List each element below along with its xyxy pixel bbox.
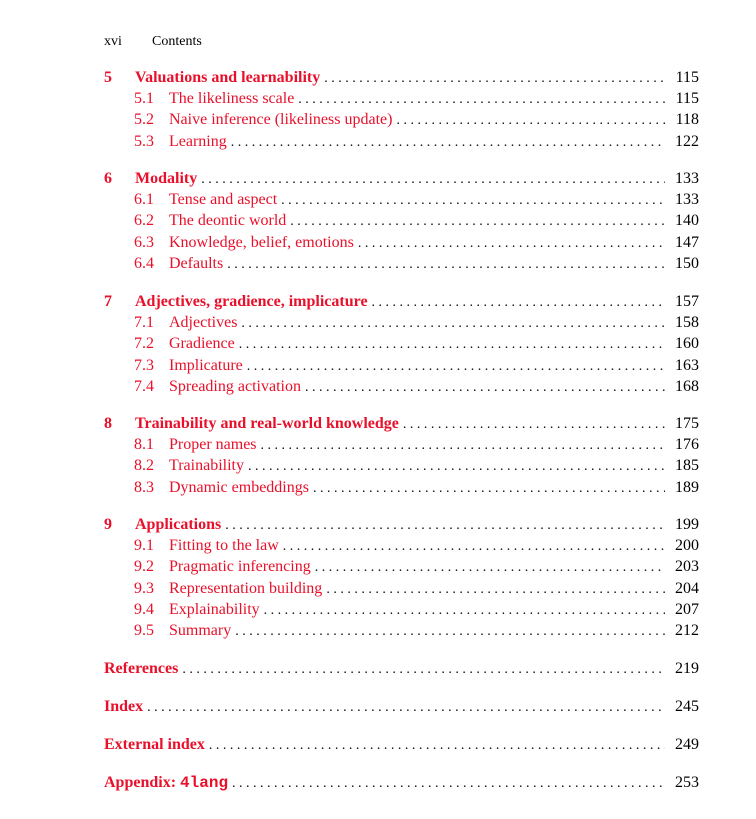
dot-leader	[315, 557, 665, 578]
entry-page-number: 200	[675, 537, 699, 555]
toc-section-entry[interactable]	[104, 556, 699, 577]
entry-number: 8.2	[134, 457, 154, 475]
entry-number: 8.3	[134, 478, 154, 496]
entry-title[interactable]: Trainability	[169, 457, 244, 475]
dot-leader	[358, 233, 665, 254]
entry-page-number: 175	[675, 415, 699, 432]
dot-leader	[264, 600, 665, 621]
entry-title[interactable]: The likeliness scale	[169, 90, 295, 108]
header-page-number: xvi	[104, 34, 122, 49]
entry-number: 9.5	[134, 622, 154, 639]
dot-leader	[182, 659, 665, 680]
entry-title[interactable]: Gradience	[169, 335, 235, 353]
entry-title[interactable]: Summary	[169, 622, 232, 639]
toc-section-entry[interactable]	[104, 253, 699, 274]
entry-number: 9.2	[134, 558, 154, 576]
running-header	[104, 34, 202, 50]
entry-number: 5.1	[134, 90, 154, 108]
dot-leader	[313, 478, 665, 499]
toc-section-entry[interactable]	[104, 455, 699, 476]
dot-leader	[225, 515, 665, 536]
entry-number: 7	[104, 293, 112, 310]
entry-number: 5.2	[134, 111, 154, 129]
toc-section-entry[interactable]	[104, 210, 699, 231]
entry-title[interactable]: The deontic world	[169, 212, 287, 230]
entry-number: 9	[104, 516, 112, 533]
entry-title[interactable]: Fitting to the law	[169, 537, 279, 555]
entry-title[interactable]: Applications	[135, 516, 222, 533]
entry-number: 8.1	[134, 436, 154, 454]
toc-section-entry[interactable]	[104, 620, 699, 641]
entry-title[interactable]: Appendix:	[104, 774, 177, 791]
entry-number: 9.3	[134, 579, 154, 597]
toc-section-entry[interactable]	[104, 131, 699, 152]
entry-title[interactable]: Adjectives	[169, 314, 238, 332]
entry-page-number: 122	[675, 132, 699, 150]
header-running-title: Contents	[152, 34, 202, 49]
toc-section-entry[interactable]	[104, 232, 699, 253]
entry-title[interactable]: Spreading activation	[169, 377, 301, 395]
entry-page-number: 133	[675, 170, 699, 187]
toc-section-entry[interactable]	[104, 376, 699, 397]
entry-page-number: 203	[675, 558, 699, 576]
toc-section-entry[interactable]	[104, 434, 699, 455]
entry-page-number: 163	[675, 356, 699, 374]
entry-number: 6.4	[134, 254, 154, 272]
entry-number: 8	[104, 415, 112, 432]
entry-number: 6.3	[134, 233, 154, 251]
entry-number: 7.2	[134, 335, 154, 353]
entry-number: 6.2	[134, 212, 154, 230]
entry-number: 7.1	[134, 314, 154, 332]
dot-leader	[324, 68, 665, 89]
toc-section-entry[interactable]	[104, 477, 699, 498]
dot-leader	[231, 132, 665, 153]
dot-leader	[261, 435, 665, 456]
entry-title[interactable]: Implicature	[169, 356, 243, 374]
entry-number: 9.1	[134, 537, 154, 555]
entry-title[interactable]: Explainability	[169, 600, 260, 618]
entry-title[interactable]: Naive inference (likeliness update)	[169, 111, 393, 129]
toc-section-entry[interactable]	[104, 109, 699, 130]
entry-page-number: 253	[675, 774, 699, 791]
toc-section-entry[interactable]	[104, 189, 699, 210]
entry-title[interactable]: Defaults	[169, 254, 224, 272]
entry-page-number: 115	[675, 90, 699, 108]
entry-number: 5	[104, 69, 112, 86]
dot-leader	[147, 697, 665, 718]
entry-page-number: 168	[675, 377, 699, 395]
toc-chapter-entry[interactable]	[104, 291, 699, 312]
toc-chapter-entry[interactable]	[104, 734, 699, 755]
dot-leader	[227, 254, 665, 275]
entry-title[interactable]: Index	[104, 698, 144, 715]
entry-page-number: 219	[675, 660, 699, 677]
entry-page-number: 249	[675, 736, 699, 753]
toc-chapter-entry[interactable]	[104, 168, 699, 189]
dot-leader	[326, 579, 665, 600]
entry-number: 5.3	[134, 132, 154, 150]
toc-section-entry[interactable]	[104, 355, 699, 376]
toc-section-entry[interactable]	[104, 333, 699, 354]
dot-leader	[248, 456, 665, 477]
entry-page-number: 204	[675, 579, 699, 597]
entry-title[interactable]: External index	[104, 736, 205, 753]
entry-page-number: 140	[675, 212, 699, 230]
toc-chapter-entry[interactable]	[104, 413, 699, 434]
dot-leader	[403, 414, 665, 435]
entry-number: 7.3	[134, 356, 154, 374]
dot-leader	[396, 110, 665, 131]
toc-section-entry[interactable]	[104, 88, 699, 109]
dot-leader	[298, 89, 665, 110]
dot-leader	[281, 190, 665, 211]
toc-section-entry[interactable]	[104, 535, 699, 556]
dot-leader	[372, 292, 665, 313]
entry-page-number: 118	[675, 111, 699, 129]
toc-chapter-entry[interactable]	[104, 772, 699, 793]
toc-section-entry[interactable]	[104, 312, 699, 333]
entry-title[interactable]: Representation building	[169, 579, 323, 597]
entry-title[interactable]: Knowledge, belief, emotions	[169, 233, 354, 251]
dot-leader	[235, 621, 665, 642]
dot-leader	[209, 735, 665, 756]
entry-title[interactable]: Valuations and learnability	[135, 69, 321, 86]
entry-page-number: 150	[675, 254, 699, 272]
entry-page-number: 199	[675, 516, 699, 533]
entry-number: 7.4	[134, 377, 154, 395]
dot-leader	[241, 313, 665, 334]
entry-page-number: 189	[675, 478, 699, 496]
dot-leader	[283, 536, 665, 557]
entry-page-number: 207	[675, 600, 699, 618]
toc-section-entry[interactable]	[104, 578, 699, 599]
entry-page-number: 133	[675, 191, 699, 209]
dot-leader	[201, 169, 665, 190]
entry-title[interactable]: Tense and aspect	[169, 191, 278, 209]
entry-title[interactable]: Modality	[135, 170, 198, 187]
toc-chapter-entry[interactable]	[104, 514, 699, 535]
toc-chapter-entry[interactable]	[104, 696, 699, 717]
entry-page-number: 176	[675, 436, 699, 454]
entry-title[interactable]: Proper names	[169, 436, 257, 454]
toc-chapter-entry[interactable]	[104, 67, 699, 88]
entry-page-number: 157	[675, 293, 699, 310]
entry-title[interactable]: Pragmatic inferencing	[169, 558, 311, 576]
entry-page-number: 160	[675, 335, 699, 353]
entry-page-number: 158	[675, 314, 699, 332]
toc-chapter-entry[interactable]	[104, 658, 699, 679]
entry-title[interactable]: Dynamic embeddings	[169, 478, 309, 496]
entry-page-number: 147	[675, 233, 699, 251]
entry-number: 9.4	[134, 600, 154, 618]
dot-leader	[290, 211, 665, 232]
entry-title-code[interactable]: 4lang	[180, 774, 229, 792]
dot-leader	[239, 334, 665, 355]
dot-leader	[232, 773, 665, 794]
dot-leader	[305, 377, 665, 398]
entry-page-number: 185	[675, 457, 699, 475]
entry-title[interactable]: References	[104, 660, 179, 677]
dot-leader	[247, 356, 665, 377]
entry-title[interactable]: Learning	[169, 132, 227, 150]
toc-section-entry[interactable]	[104, 599, 699, 620]
entry-number: 6	[104, 170, 112, 187]
entry-page-number: 212	[675, 622, 699, 639]
entry-page-number: 115	[675, 69, 699, 86]
entry-title[interactable]: Trainability and real-world knowledge	[135, 415, 399, 432]
entry-page-number: 245	[675, 698, 699, 715]
entry-title[interactable]: Adjectives, gradience, implicature	[135, 293, 368, 310]
entry-number: 6.1	[134, 191, 154, 209]
